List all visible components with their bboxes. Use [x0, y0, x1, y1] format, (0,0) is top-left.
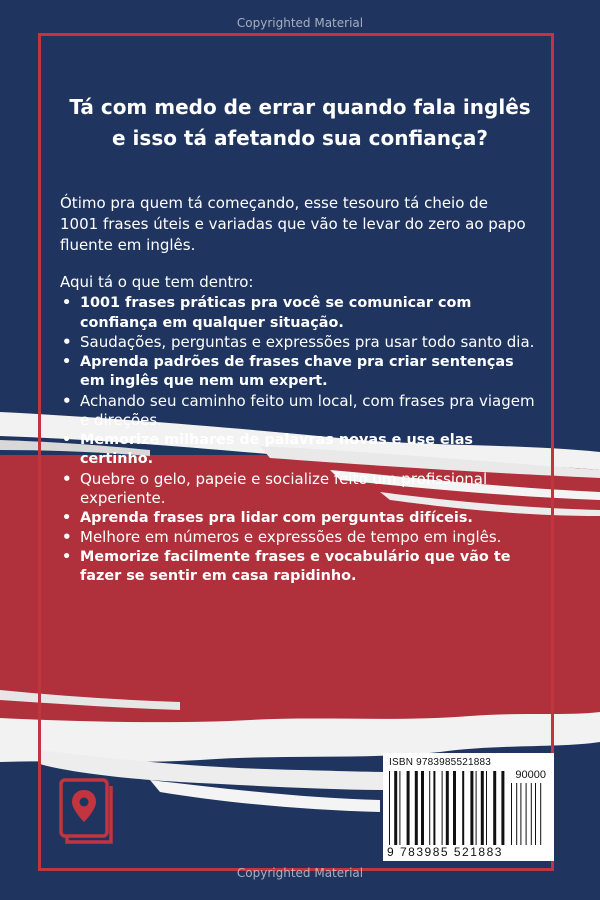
feature-list	[60, 294, 536, 587]
copyright-watermark-top: Copyrighted Material	[236, 16, 364, 30]
price-code: 90000	[515, 769, 546, 781]
list-item: • Aprenda frases pra lidar com perguntas difíceis.	[62, 509, 473, 526]
list-item: • Memorize facilmente frases e vocabulário que vão te fazer se sentir em casa rapidinho.	[62, 548, 511, 584]
book-with-location-pin-icon	[57, 776, 115, 846]
intro-paragraph: Ótimo pra quem tá começando, esse tesouro tá cheio de 1001 frases úteis e variadas que vão te levar do zero ao papo fluente em inglês.	[60, 194, 526, 254]
barcode	[383, 753, 554, 861]
list-item: • Memorize milhares de palavras novas e use elas certinho.	[62, 431, 473, 467]
list-item: • Saudações, perguntas e expressões pra usar todo santo dia.	[62, 333, 535, 351]
barcode-digits: 9 783985 521883	[387, 845, 503, 859]
list-heading: Aqui tá o que tem dentro:	[60, 273, 254, 291]
list-item: • Quebre o gelo, papeie e socialize feito um profissional experiente.	[62, 469, 488, 507]
list-item: • Achando seu caminho feito um local, com frases pra viagem e direções.	[62, 391, 535, 429]
list-item: • 1001 frases práticas pra você se comunicar com confiança em qualquer situação.	[62, 295, 472, 331]
headline: Tá com medo de errar quando fala inglês e isso tá afetando sua confiança?	[69, 95, 531, 150]
copyright-watermark-bottom: Copyrighted Material	[236, 866, 364, 880]
addon-barcode-bars	[511, 783, 547, 845]
barcode-bars	[389, 771, 507, 845]
list-item: • Aprenda padrões de frases chave pra criar sentenças em inglês que nem um expert.	[62, 353, 514, 389]
list-item: • Melhore em números e expressões de tempo em inglês.	[62, 528, 502, 546]
isbn-label: ISBN 9783985521883	[389, 757, 492, 768]
